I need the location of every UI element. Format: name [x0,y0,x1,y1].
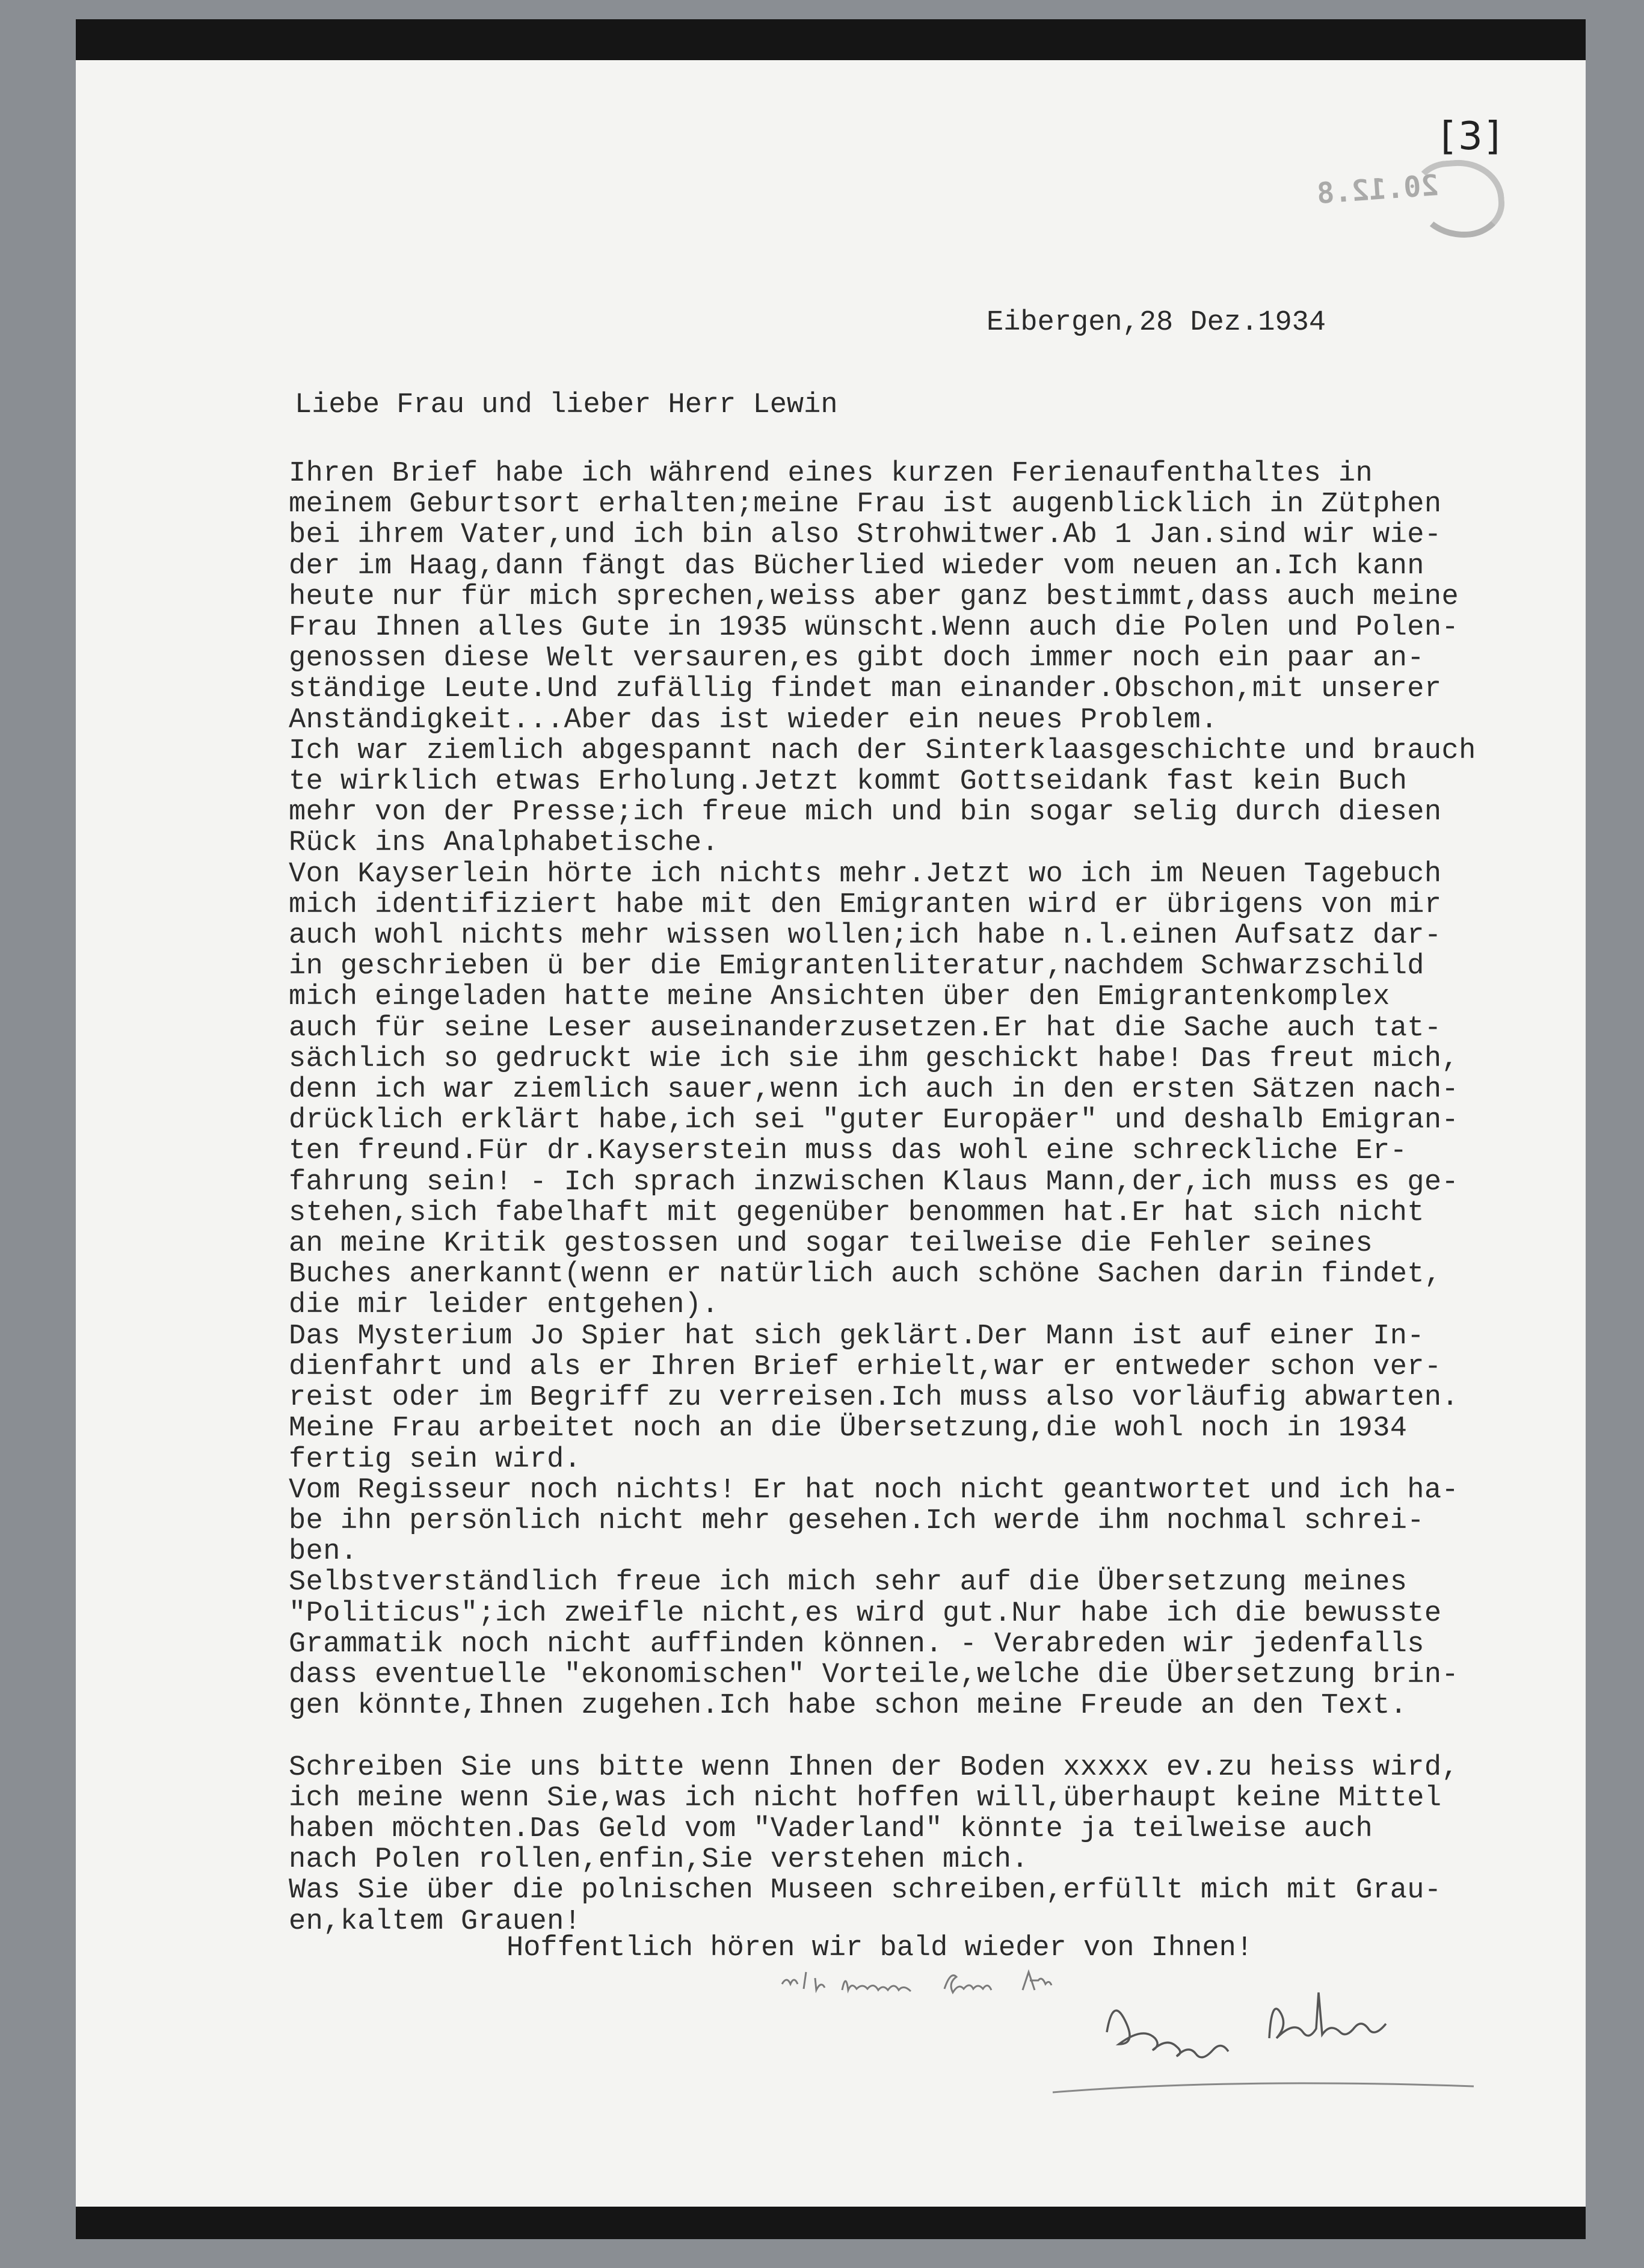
letter-date: Eibergen,28 Dez.1934 [987,307,1326,339]
body-line: stehen,sich fabelhaft mit gegenüber benommen hat.Er hat sich nicht [289,1197,1424,1229]
body-line: genossen diese Welt versauren,es gibt doch immer noch ein paar an- [289,642,1424,675]
body-line: Anständigkeit...Aber das ist wieder ein neues Problem. [289,704,1218,736]
body-line: Das Mysterium Jo Spier hat sich geklärt.Der Mann ist auf einer In- [289,1320,1424,1352]
body-line: dienfahrt und als er Ihren Brief erhielt,war er entweder schon ver- [289,1351,1442,1383]
letter-closing: Hoffentlich hören wir bald wieder von Ihnen! [506,1932,1254,1964]
body-line: dass eventuelle "ekonomischen" Vorteile,welche die Übersetzung brin- [289,1659,1459,1691]
body-line: Was Sie über die polnischen Museen schreiben,erfüllt mich mit Grau- [289,1875,1442,1907]
body-line: ben. [289,1536,358,1568]
body-line: Meine Frau arbeitet noch an die Übersetzung,die wohl noch in 1934 [289,1413,1408,1445]
body-line: mich identifiziert habe mit den Emigranten wird er übrigens von mir [289,889,1442,921]
body-line: ich meine wenn Sie,was ich nicht hoffen will,überhaupt keine Mittel [289,1782,1442,1814]
body-line: an meine Kritik gestossen und sogar teilweise die Fehler seines [289,1228,1373,1260]
body-line: "Politicus";ich zweifle nicht,es wird gut.Nur habe ich die bewusste [289,1597,1442,1630]
body-line: mehr von der Presse;ich freue mich und bin sogar selig durch diesen [289,797,1442,829]
archive-page-number: [3] [1441,114,1503,159]
body-line: te wirklich etwas Erholung.Jetzt kommt Gottseidank fast kein Buch [289,766,1408,798]
body-line: Ihren Brief habe ich während eines kurzen Ferienaufenthaltes in [289,458,1373,490]
body-line: der im Haag,dann fängt das Bücherlied wieder vom neuen an.Ich kann [289,550,1424,582]
body-line: nach Polen rollen,enfin,Sie verstehen mich. [289,1844,1029,1876]
body-line: Vom Regisseur noch nichts! Er hat noch nicht geantwortet und ich ha- [289,1474,1459,1506]
body-line: denn ich war ziemlich sauer,wenn ich auch in den ersten Sätzen nach- [289,1074,1459,1106]
body-line: fahrung sein! - Ich sprach inzwischen Klaus Mann,der,ich muss es ge- [289,1166,1459,1198]
body-line: be ihn persönlich nicht mehr gesehen.Ich werde ihm nochmal schrei- [289,1505,1424,1537]
body-line: sächlich so gedruckt wie ich sie ihm geschickt habe! Das freut mich, [289,1043,1459,1075]
handwritten-signature [770,1966,1504,2110]
letter-body [289,458,1564,1937]
body-line: Selbstverständlich freue ich mich sehr auf die Übersetzung meines [289,1567,1408,1599]
body-line: Rück ins Analphabetische. [289,827,719,860]
body-line: Ich war ziemlich abgespannt nach der Sinterklaasgeschichte und brauch [289,735,1476,767]
archive-stamp [1309,151,1500,242]
stamp-date: 20.12.8 [1316,168,1440,211]
body-line: die mir leider entgehen). [289,1289,719,1322]
letter-salutation: Liebe Frau und lieber Herr Lewin [295,389,838,421]
body-line: drücklich erklärt habe,ich sei "guter Europäer" und deshalb Emigran- [289,1105,1459,1137]
body-line: auch wohl nichts mehr wissen wollen;ich habe n.l.einen Aufsatz dar- [289,920,1442,952]
body-line: Buches anerkannt(wenn er natürlich auch schöne Sachen darin findet, [289,1259,1442,1291]
body-line: heute nur für mich sprechen,weiss aber ganz bestimmt,dass auch meine [289,581,1459,613]
body-line: meinem Geburtsort erhalten;meine Frau ist augenblicklich in Zütphen [289,488,1442,521]
stamp-mark [1411,157,1507,241]
body-line: bei ihrem Vater,und ich bin also Strohwitwer.Ab 1 Jan.sind wir wie- [289,519,1442,552]
body-line [289,1721,1564,1752]
body-line: gen könnte,Ihnen zugehen.Ich habe schon meine Freude an den Text. [289,1690,1408,1722]
body-line: mich eingeladen hatte meine Ansichten über den Emigrantenkomplex [289,981,1390,1014]
body-line: auch für seine Leser auseinanderzusetzen.Er hat die Sache auch tat- [289,1012,1442,1044]
body-line: Schreiben Sie uns bitte wenn Ihnen der Boden xxxxx ev.zu heiss wird, [289,1751,1459,1784]
signature-drawing [770,1966,1504,2110]
body-line: en,kaltem Grauen! [289,1905,582,1938]
body-line: haben möchten.Das Geld vom "Vaderland" könnte ja teilweise auch [289,1813,1373,1845]
body-line: reist oder im Begriff zu verreisen.Ich muss also vorläufig abwarten. [289,1382,1459,1414]
body-line: ten freund.Für dr.Kayserstein muss das wohl eine schreckliche Er- [289,1135,1408,1168]
body-line: Grammatik noch nicht auffinden können. - Verabreden wir jedenfalls [289,1628,1424,1660]
body-line: Von Kayserlein hörte ich nichts mehr.Jetzt wo ich im Neuen Tagebuch [289,858,1442,890]
body-line: fertig sein wird. [289,1443,582,1476]
body-line: Frau Ihnen alles Gute in 1935 wünscht.Wenn auch die Polen und Polen- [289,612,1459,644]
body-line: in geschrieben ü ber die Emigrantenliteratur,nachdem Schwarzschild [289,951,1424,983]
body-line: ständige Leute.Und zufällig findet man einander.Obschon,mit unserer [289,673,1442,706]
